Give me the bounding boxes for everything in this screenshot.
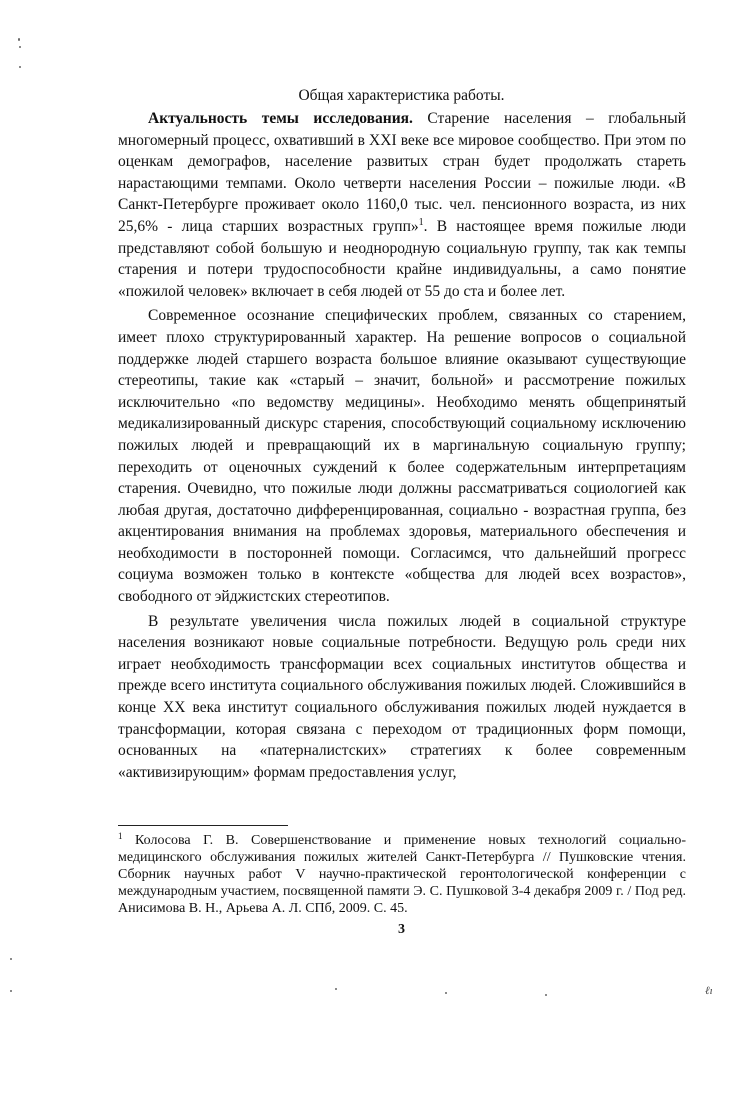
scan-speck: [19, 66, 21, 68]
page-number: 3: [398, 922, 405, 937]
footnote-mark: 1: [118, 831, 123, 841]
body-text: [118, 108, 686, 786]
scan-speck: [18, 38, 20, 41]
footnote-separator: [118, 825, 288, 826]
paragraph-lead: Актуальность темы исследования.: [148, 110, 413, 127]
footnote: [118, 832, 686, 917]
paragraph-3: В результате увеличения числа пожилых людей в социальной структуре населения возникают новые социальные потребности. Ведущую роль среди них играет необходимость трансформации всех социальных институтов общества и прежде всего института социального обслуживания пожилых людей. Сложившийся в конце XX века институт социального обслуживания пожилых людей нуждается в трансформации, которая связана с переходом от традиционных форм помощи, основанных на «патерналистских» стратегиях к более современным «активизирующим» формам предоставления услуг,: [118, 612, 686, 781]
paragraph-text-continued: . В настоящее время пожилые люди представляют собой большую и неоднородную социальную группу, так как темпы старения и потери трудоспособности крайне индивидуальны, а само понятие «пожилой человек» включает в себя людей от 55 до ста и более лет.: [118, 217, 686, 300]
scan-speck: [19, 46, 21, 48]
scan-speck: [545, 994, 547, 996]
scan-speck: [445, 992, 447, 994]
document-title: Общая характеристика работы.: [298, 87, 505, 104]
paragraph-2: Современное осознание специфических проблем, связанных со старением, имеет плохо структурированный характер. На решение вопросов о социальной поддержке людей старшего возраста большое влияние оказывают существующие стереотипы, такие как «старый – значит, больной» и рассмотрение пожилых исключительно «по ведомству медицины». Необходимо менять общепринятый медикализированный дискурс старения, способствующий социальному исключению пожилых людей и превращающий их в маргинальную социальную группу; переходить от оценочных суждений к более содержательным интерпретациям старения. Очевидно, что пожилые люди должны рассматриваться социологией как любая другая, достаточно дифференцированная, социально - возрастная группа, без акцентирования внимания на проблемах здоровья, материального обеспечения и необходимости в посторонней помощи. Согласимся, что дальнейший прогресс социума возможен только в контексте «общества для людей всех возрастов», свободного от эйджистских стереотипов.: [118, 307, 686, 606]
scan-speck: [335, 988, 337, 990]
footnote-ref[interactable]: 1: [418, 216, 424, 228]
footnote-text: Колосова Г. В. Совершенствование и применение новых технологий социально-медицинского обслуживания пожилых жителей Санкт-Петербурга // Пушковские чтения. Сборник научных работ V научно-практической геронтологической конференции с международным участием, посвященной памяти Э. С. Пушковой 3-4 декабря 2009 г. / Под ред. Анисимова В. Н., Арьева А. Л. СПб, 2009. С. 45.: [118, 833, 686, 916]
scan-speck: [10, 958, 12, 960]
handwritten-corner-mark: ℓı: [705, 985, 713, 997]
paragraph-text: Старение населения – глобальный многомерный процесс, охвативший в XXI веке все мировое сообщество. При этом по оценкам демографов, население развитых стран будет продолжать стареть нарастающими темпами. Около четверти населения России – пожилые люди. «В Санкт-Петербурге проживает около 1160,0 тыс. чел. пенсионного возраста, из них 25,6% - лица старших возрастных групп»: [118, 110, 686, 235]
scan-speck: [10, 990, 12, 992]
paragraph-1: [118, 108, 686, 302]
